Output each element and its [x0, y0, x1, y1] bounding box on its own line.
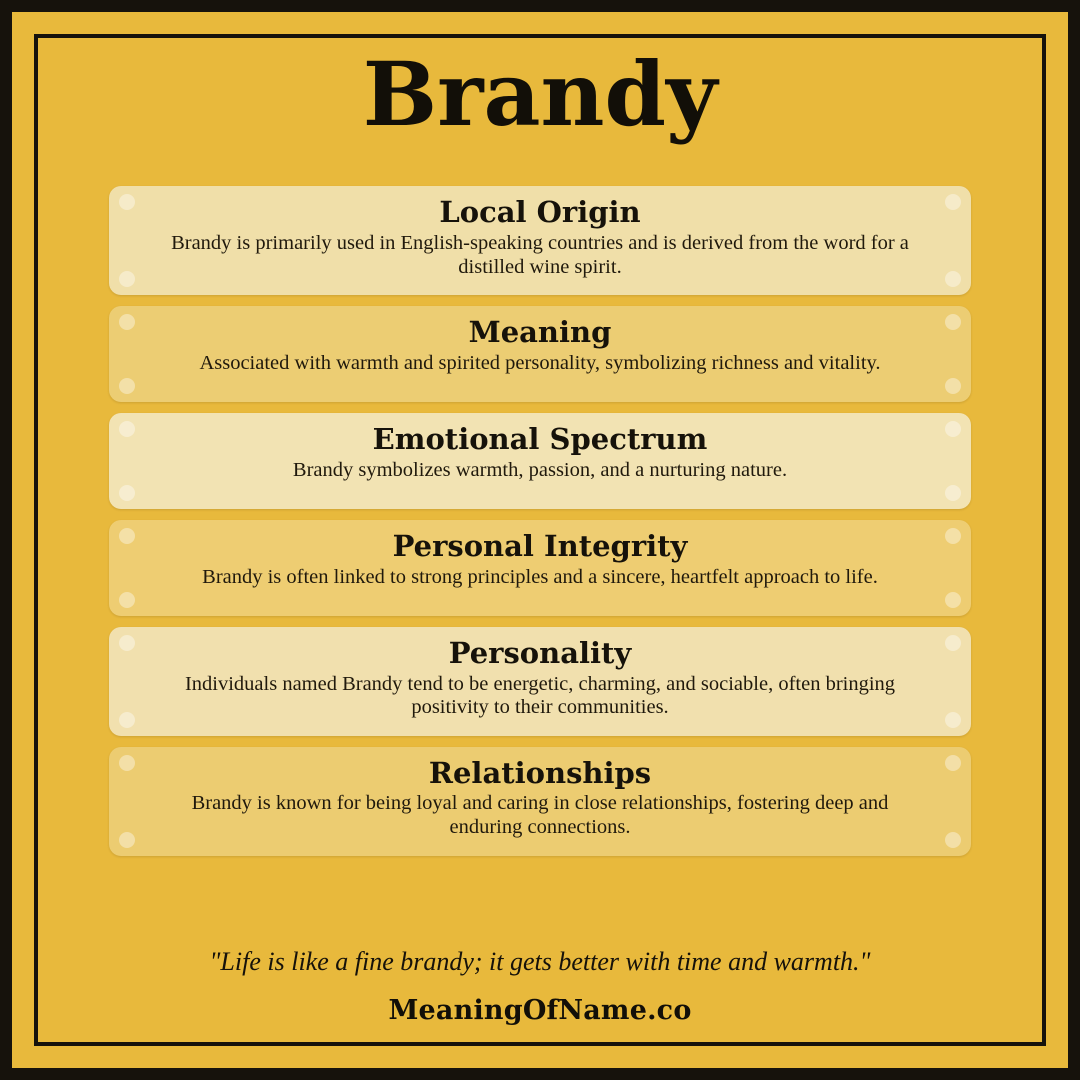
page-title: Brandy: [362, 42, 718, 146]
section-heading: Personal Integrity: [392, 529, 688, 564]
dot-bottom-right: [945, 485, 961, 501]
section-body: Brandy is primarily used in English-speaking countries and is derived from the word for a distilled wine spirit.: [171, 231, 909, 278]
dot-bottom-right: [945, 712, 961, 728]
brand-name: MeaningOfName.co: [388, 995, 692, 1026]
section-heading: Personality: [448, 636, 632, 671]
sections-list: [109, 186, 971, 856]
section-heading: Relationships: [428, 756, 652, 791]
section-meaning: [109, 306, 971, 402]
dot-bottom-right: [945, 271, 961, 287]
section-body: Individuals named Brandy tend to be energetic, charming, and sociable, often bringing positivity to their communities.: [184, 672, 896, 719]
section-personal-integrity: [109, 520, 971, 616]
dot-bottom-right: [945, 378, 961, 394]
dot-bottom-left: [119, 378, 135, 394]
panel-corner-dots: [109, 485, 971, 501]
panel-corner-dots: [109, 378, 971, 394]
section-relationships: [109, 747, 971, 856]
section-local-origin: [109, 186, 971, 295]
section-emotional-spectrum: [109, 413, 971, 509]
dot-bottom-left: [119, 592, 135, 608]
panel-corner-dots: [109, 592, 971, 608]
card-content: [46, 42, 1034, 1038]
dot-bottom-left: [119, 485, 135, 501]
dot-bottom-right: [945, 592, 961, 608]
section-body: Brandy symbolizes warmth, passion, and a nurturing nature.: [292, 458, 788, 481]
section-personality: [109, 627, 971, 736]
card-footer: [109, 947, 971, 1026]
section-heading: Emotional Spectrum: [372, 422, 708, 457]
section-body: Brandy is often linked to strong principles and a sincere, heartfelt approach to life.: [202, 565, 878, 588]
section-body: Brandy is known for being loyal and caring in close relationships, fostering deep and enduring connections.: [191, 792, 889, 839]
dot-bottom-left: [119, 712, 135, 728]
dot-bottom-left: [119, 832, 135, 848]
section-heading: Meaning: [468, 315, 612, 350]
section-heading: Local Origin: [439, 195, 641, 230]
section-body: Associated with warmth and spirited personality, symbolizing richness and vitality.: [199, 351, 881, 374]
dot-bottom-left: [119, 271, 135, 287]
quote-text: "Life is like a fine brandy; it gets better with time and warmth.": [209, 947, 871, 976]
dot-bottom-right: [945, 832, 961, 848]
